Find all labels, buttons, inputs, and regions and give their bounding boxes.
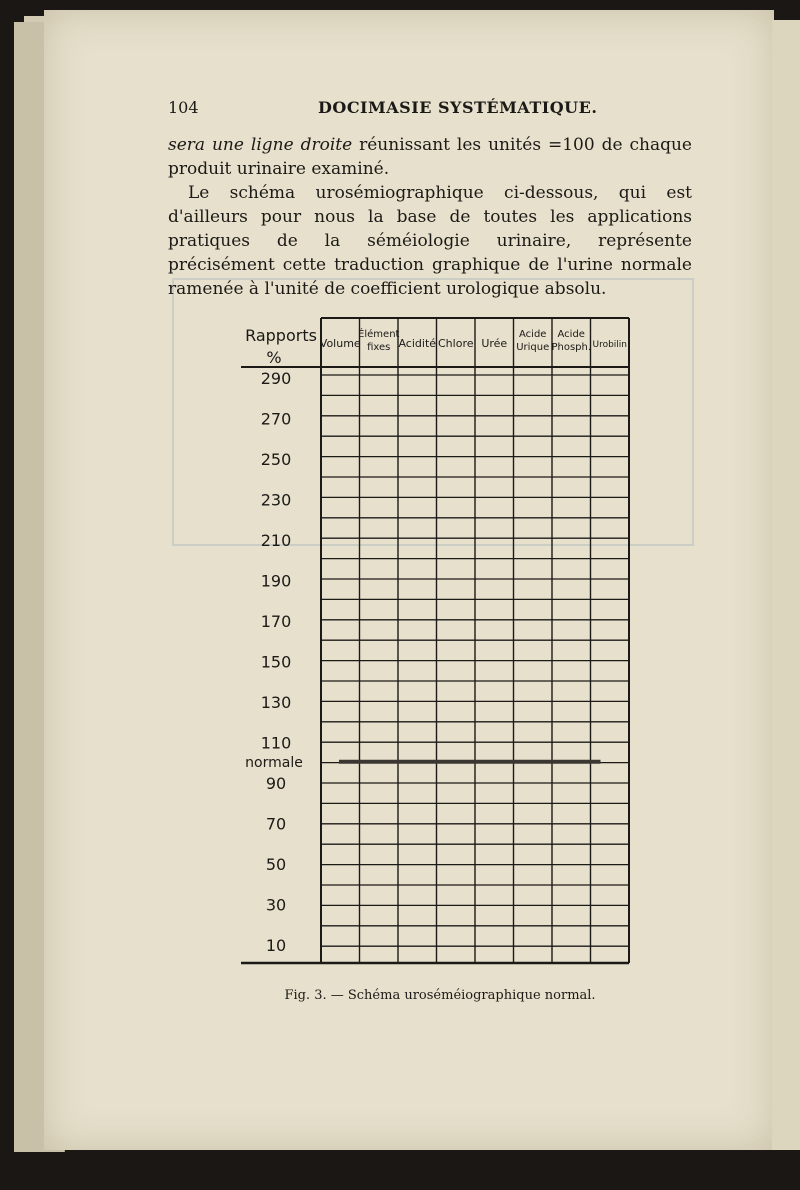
column-header: fixes	[367, 342, 391, 353]
paragraph-continuation	[168, 133, 692, 181]
row-label: 210	[260, 531, 292, 550]
row-label: 250	[260, 450, 292, 469]
figure-caption: Fig. 3. — Schéma uroséméiographique normal.	[284, 988, 596, 1003]
row-label: 30	[265, 895, 287, 915]
row-label: 290	[260, 369, 292, 388]
column-header: Acidité	[398, 337, 437, 350]
row-label: 190	[260, 571, 292, 591]
row-label: 10	[265, 936, 287, 955]
running-title: DOCIMASIE SYSTÉMATIQUE.	[318, 98, 598, 117]
paragraph-text: Le schéma urosémiographique ci-dessous, qui est d'ailleurs pour nous la base de toutes les applications pratiques de la séméiologie urinaire, représente précisément cette traduction graphique de l'urine normale ramenée à l'unité de coefficient urologique absolu.	[168, 183, 692, 299]
column-header: Urique	[516, 342, 550, 353]
column-header: Volume	[319, 337, 361, 350]
column-header: Urée	[481, 337, 508, 350]
page-number: 104	[168, 98, 199, 117]
emphasis-text: sera une ligne droite	[168, 135, 353, 155]
row-label: 130	[260, 693, 292, 712]
paragraph-text: réunissant les unités =100 de chaque produit urinaire examiné.	[168, 135, 692, 179]
urosemeiography-chart	[236, 315, 636, 970]
column-header: Urobilin	[592, 340, 628, 350]
row-label: 90	[265, 774, 287, 793]
row-label: 150	[260, 652, 292, 672]
row-label: 270	[260, 409, 292, 429]
facing-page-edge	[772, 20, 800, 1150]
column-header: Acide	[557, 329, 585, 340]
column-header: Acide	[519, 329, 547, 340]
row-label: 170	[260, 612, 292, 631]
row-label: 230	[260, 490, 292, 510]
row-label: 50	[265, 855, 287, 874]
corner-label-percent: %	[266, 348, 282, 367]
paragraph	[168, 181, 692, 301]
corner-label-rapports: Rapports	[245, 326, 317, 345]
row-label: 70	[265, 814, 287, 834]
row-label-normale: normale	[245, 754, 303, 771]
column-header: Phosph.	[551, 342, 592, 353]
column-header: Élément	[358, 329, 400, 340]
running-header	[168, 98, 690, 124]
column-header: Chlore	[438, 337, 474, 350]
row-label: 110	[260, 733, 292, 753]
